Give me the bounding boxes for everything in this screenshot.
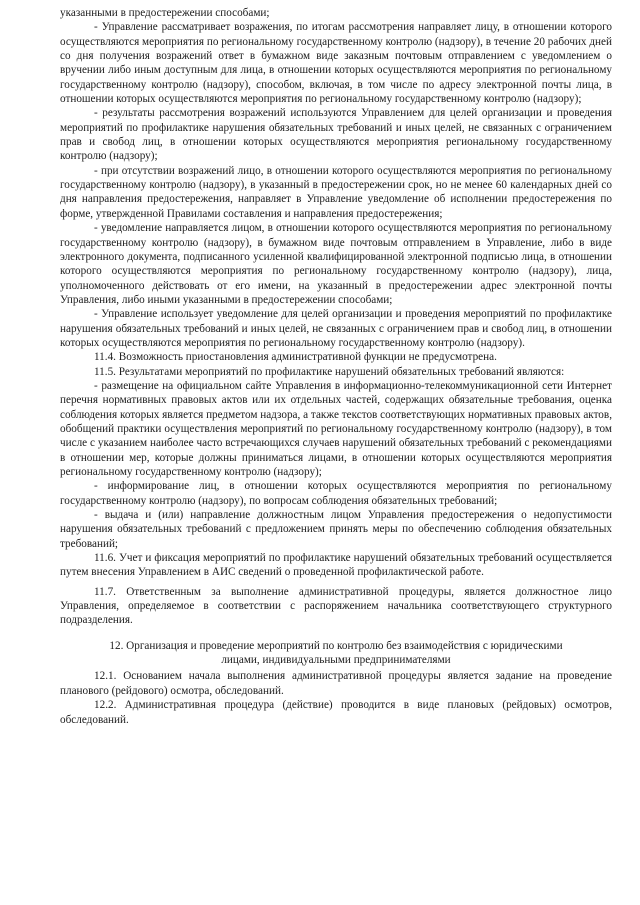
clause-11-5: 11.5. Результатами мероприятий по профилактике нарушений обязательных требований являются: <box>94 365 565 378</box>
clause-11-6: 11.6. Учет и фиксация мероприятий по профилактике нарушений обязательных требований осуществляется путем внесения Управлением в АИС сведений о проведенной профилактической работе. <box>60 552 612 579</box>
list-item-informing: - информирование лиц, в отношении которых осуществляются мероприятия по региональному государственному контролю (надзору), по вопросам соблюдения обязательных требований; <box>60 480 612 507</box>
clause-11-7: 11.7. Ответственным за выполнение административной процедуры, является должностное лицо Управления, определяемое в соответствии с распоряжением начальника соответствующего структурного подразделения. <box>60 585 612 627</box>
clause-12-1: 12.1. Основанием начала выполнения административной процедуры является задание на проведение планового (рейдового) осмотра, обследований. <box>60 670 612 697</box>
paragraph-notification-use: - Управление использует уведомление для целей организации и проведения мероприятий по профилактике нарушения обязательных требований и иных целей, не связанных с ограничением прав и свобод лиц, в отношении которых осуществляются мероприятия по региональному государственному контролю (надзору). <box>60 308 612 349</box>
list-item-warning: - выдача и (или) направление должностным лицом Управления предостережения о недопустимости нарушения обязательных требований с предложением принять меры по обеспечению соблюдения обязательных требований; <box>60 509 612 550</box>
paragraph-continuation: указанными в предостережении способами; <box>60 7 270 19</box>
paragraph-notification-sending: - уведомление направляется лицом, в отношении которого осуществляются мероприятия по региональному государственному контролю (надзору), в бумажном виде почтовым отправлением в Управление, либо в виде электронного документа, подписанного усиленной квалифицированной электронной подписью лица, в отношении которого осуществляются мероприятия по региональному государственному контролю (надзору), лица, уполномоченного действовать от его имени, на указанный в предостережении адрес электронной почты Управления, либо иными указанными в предостережении способами; <box>60 222 612 306</box>
clause-11-4: 11.4. Возможность приостановления административной функции не предусмотрена. <box>94 351 497 364</box>
paragraph-objection-results: - результаты рассмотрения возражений используются Управлением для целей организации и проведения мероприятий по профилактике нарушения обязательных требований и иных целей, не связанных с ограничением прав и свобод лиц, в отношении которых осуществляются мероприятия региональному государственному контролю (надзору); <box>60 107 612 163</box>
paragraph-objection-review: - Управление рассматривает возражения, по итогам рассмотрения направляет лицу, в отношении которого осуществляются мероприятия по региональному государственному контролю (надзору), в течение 20 рабочих дней со дня получения возражений ответ в бумажном виде заказным почтовым отправлением с уведомлением о вручении либо иным доступным для лица, в отношении которых осуществляются мероприятия по региональному государственному контролю (надзору), способом, включая, в том числе по адресу электронной почты лица, в отношении которых осуществляются мероприятия по региональному государственному контролю (надзору); <box>60 21 612 106</box>
list-item-website-publication: - размещение на официальном сайте Управления в информационно-телекоммуникационной сети Интернет перечня нормативных правовых актов или их отдельных частей, содержащих обязательные требования, оценка соблюдения которых является предметом надзора, а также текстов соответствующих нормативных правовых актов, обобщений практики осуществления мероприятий по региональному государственному контролю (надзору), в том числе с указанием наиболее часто встречающихся случаев нарушений обязательных требований с рекомендациями в отношении мер, которые должны приниматься лицами, в отношении которых осуществляются мероприятия региональному государственному контролю (надзору); <box>60 379 612 478</box>
section-12-heading: 12. Организация и проведение мероприятий по контролю без взаимодействия с юридическими лицами, индивидуальными предпринимателями <box>109 639 563 667</box>
paragraph-no-objections: - при отсутствии возражений лицо, в отношении которого осуществляются мероприятия по региональному государственному контролю (надзору), в указанный в предостережении срок, но не менее 60 календарных дней со дня направления предостережения, направляет в Управление уведомление об исполнении предостережения по форме, утвержденной Правилами составления и направления предостережения; <box>60 164 612 220</box>
clause-12-2: 12.2. Административная процедура (действие) проводится в виде плановых (рейдовых) осмотров, обследований. <box>60 699 612 726</box>
